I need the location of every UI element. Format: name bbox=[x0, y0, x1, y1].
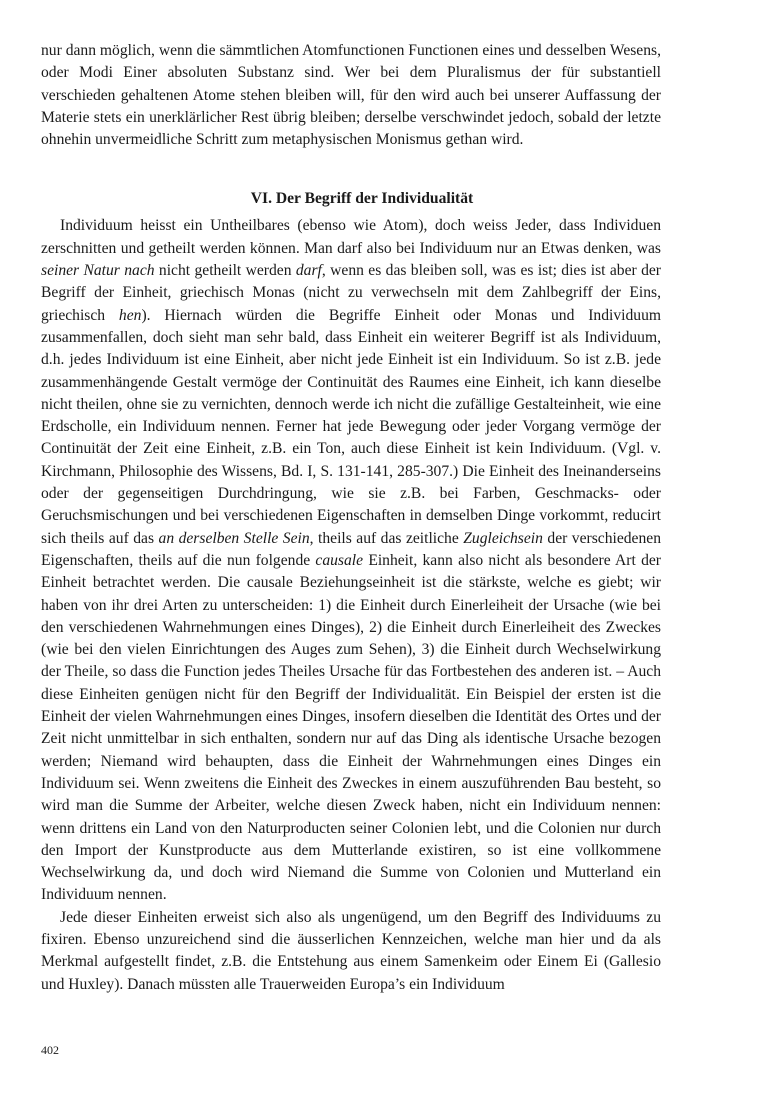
text-run: Individuum heisst ein Untheilbares (ebenso wie Atom), doch weiss Jeder, dass Individuen zerschnitten und getheilt werden können. Man darf also bei Individuum nur an Etwas denken, was bbox=[41, 217, 661, 257]
text-run: , wenn es das bleiben soll, was es ist; dies ist aber der Begriff der Einheit, griechisch Monas (nicht zu verwechseln mit dem Zahlbegriff der Eins, griechisch bbox=[41, 262, 661, 324]
text-run: Einheit, kann also nicht als besondere Art der Einheit betrachtet werden. Die causale Beziehungseinheit ist die stärkste, welche es giebt; wir haben von ihr drei Arten zu unterscheiden: 1) die Einheit durch Einerleiheit der Ursache (wie bei den verschiedenen Wahrnehmungen eines Dinges), 2) die Einheit durch Einerleiheit des Zweckes (wie bei den vielen Einrichtungen des Auges zum Sehen), 3) die Einheit durch Wechselwirkung der Theile, so dass die Function jedes Theiles Ursache für das Fortbestehen des anderen ist. – Auch diese Einheiten genügen nicht für den Begriff der Individualität. Ein Beispiel der ersten ist die Einheit der vielen Wahrnehmungen eines Dinges, insofern dieselben die Identität des Ortes und der Zeit nicht unmittelbar in sich enthalten, sondern nur auf das Ding als identische Ursache bezogen werden; Niemand wird behaupten, dass die Einheit der Wahrnehmungen eines Dinges ein Individuum sei. Wenn zweitens die Einheit des Zweckes in einem auszuführenden Bau besteht, so wird man die Summe der Arbeiter, welche diesen Zweck haben, nicht ein Individuum nennen: wenn drittens ein Land von den Naturproducten seiner Colonien lebt, und die Colonien nur durch den Import der Kunstproducte aus dem Mutterlande existiren, so ist eine vollkommene Wechselwirkung da, und doch wird Niemand die Summe von Colonien und Mutterland ein Individuum nennen. bbox=[41, 551, 661, 904]
italic-run: Zugleichsein bbox=[463, 529, 543, 547]
page-body bbox=[41, 40, 661, 996]
italic-run: darf bbox=[295, 262, 322, 280]
italic-run: seiner Natur nach bbox=[41, 262, 155, 280]
text-run: der verschiedenen Eigenschaften, theils auf die nun folgende bbox=[41, 529, 661, 569]
text-run: ). Hiernach würden die Begriffe Einheit oder Monas und Individuum zusammenfallen, doch sieht man sehr bald, dass Einheit ein weiterer Begriff ist als Individuum, d.h. jedes Individuum ist eine Einheit, aber nicht jede Einheit ist ein Individuum. So ist z.B. jede zusammenhängende Gestalt vermöge der Continuität des Raumes eine Einheit, ich kann dieselbe nicht theilen, ohne sie zu vernichten, dennoch werde ich nicht die zufällige Gestalteinheit, wie eine Erdscholle, ein Individuum nennen. Ferner hat jede Bewegung oder jeder Vorgang vermöge der Continuität der Zeit eine Einheit, z.B. ein Ton, auch diese Einheit ist kein Individuum. (Vgl. v. Kirchmann, Philosophie des Wissens, Bd. I, S. 131-141, 285-307.) Die Einheit des Ineinanderseins oder der gegenseitigen Durchdringung, wie sie z.B. bei Farben, Geschmacks- oder Geruchsmischungen und bei verschiedenen Eigenschaften in demselben Dinge vorkommt, reducirt sich theils auf das bbox=[41, 306, 661, 547]
italic-run: an derselben Stelle Sein bbox=[158, 529, 310, 547]
italic-run: hen bbox=[118, 306, 142, 324]
section-heading: VI. Der Begriff der Individualität bbox=[250, 190, 474, 208]
continuation-paragraph: nur dann möglich, wenn die sämmtlichen Atomfunctionen Functionen eines und desselben Wesens, oder Modi Einer absoluten Substanz sind. Wer bei dem Pluralismus der für substantiell verschieden gehaltenen Atome stehen bleiben will, für den wird auch bei unserer Auffassung der Materie stets ein unerklärlicher Rest übrig bleiben; derselbe verschwindet jedoch, sobald der letzte ohnehin unvermeidliche Schritt zum metaphysischen Monismus gethan wird. bbox=[41, 42, 661, 149]
italic-run: causale bbox=[315, 551, 364, 569]
text-run: , theils auf das zeitliche bbox=[309, 529, 464, 547]
body-paragraph-2: Jede dieser Einheiten erweist sich also als ungenügend, um den Begriff des Individuums zu fixiren. Ebenso unzureichend sind die äusserlichen Kennzeichen, welche man hier und da als Merkmal aufgestellt findet, z.B. die Entstehung aus einem Samenkeim oder Einem Ei (Gallesio und Huxley). Danach müssten alle Trauerweiden Europa’s ein Individuum bbox=[41, 908, 661, 993]
page-number: 402 bbox=[41, 1043, 59, 1057]
text-run: nicht getheilt werden bbox=[154, 262, 296, 280]
body-paragraph-1 bbox=[41, 215, 661, 906]
